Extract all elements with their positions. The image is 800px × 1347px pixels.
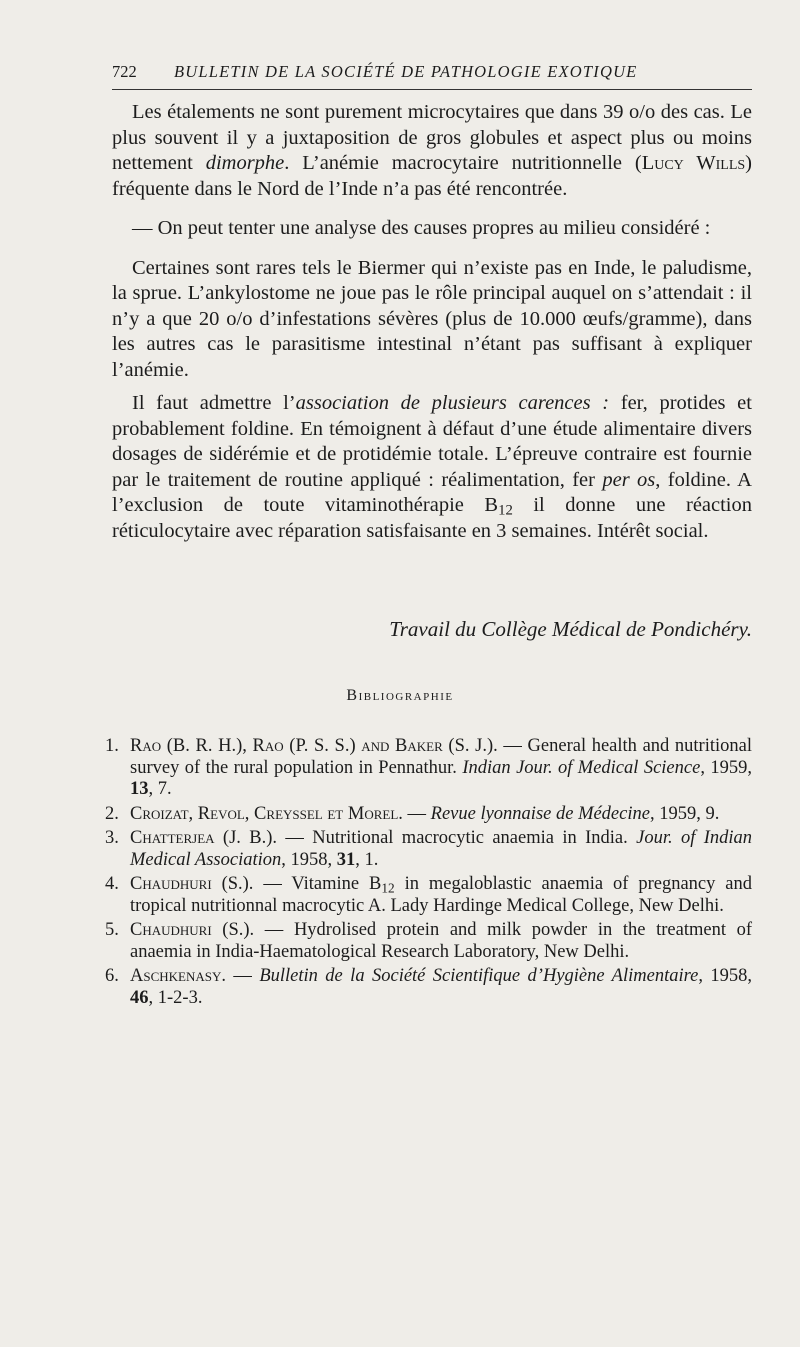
reference-source: Jour. of Indian Medical Association xyxy=(130,828,753,870)
reference-title: in megaloblastic anaemia of pregnancy and tropical nutritionnal macrocytic A. Lady Hardinge Medical College, New Delhi. xyxy=(130,874,752,916)
reference-year: , 1958, xyxy=(698,966,753,986)
reference-authors: Rao (B. R. H.), Rao (P. S. S.) and Baker (S. J.). xyxy=(130,736,498,756)
reference-year: , 1959, 9. xyxy=(649,803,720,824)
reference-title: — Vitamine B xyxy=(253,874,382,894)
reference-text xyxy=(130,736,752,801)
reference-number: 2. xyxy=(105,803,119,824)
reference-authors: Croizat, Revol, Creyssel et Morel. xyxy=(130,803,403,824)
text-italic: per os xyxy=(602,468,656,491)
reference-text xyxy=(130,966,752,1009)
article-body xyxy=(112,100,752,544)
paragraph-4 xyxy=(112,391,752,544)
bibliography-list xyxy=(105,736,752,1012)
running-header xyxy=(112,62,752,86)
paragraph-2: — On peut tenter une analyse des causes propres au milieu considéré : xyxy=(132,217,711,239)
author-name: Lucy Wills xyxy=(641,152,746,174)
text: . L’anémie macrocytaire nutritionnelle ( xyxy=(284,152,642,174)
reference-authors: Chatterjea (J. B.). xyxy=(130,828,278,848)
reference-number: 1. xyxy=(105,736,119,756)
reference-authors: Chaudhuri (S.). xyxy=(130,874,254,894)
reference-text xyxy=(130,920,752,963)
text: il donne une réaction réticulocytaire avec réparation satisfaisante en 3 semaines. Intérêt social. xyxy=(112,494,753,542)
reference-2 xyxy=(105,804,752,826)
reference-pages: , 1. xyxy=(355,849,379,870)
reference-5 xyxy=(105,920,752,963)
reference-source: Revue lyonnaise de Médecine xyxy=(430,803,650,824)
reference-pages: , 7. xyxy=(148,779,172,799)
reference-title: — Nutritional macrocytic anaemia in India. xyxy=(277,828,628,848)
reference-3 xyxy=(105,828,752,871)
text-italic: association de plusieurs carences : xyxy=(295,392,610,414)
reference-volume: 13 xyxy=(130,779,149,799)
reference-title: — xyxy=(402,803,431,824)
reference-volume: 31 xyxy=(336,849,356,870)
reference-number: 3. xyxy=(105,828,119,848)
text: fer, protides et probablement foldine. En témoignent à défaut d’une étude alimentaire divers dosages de sidérémie et de protidémie totale. L’épreuve contraire est fournie par le traitement de routine appliqué : réalimentation, fer xyxy=(112,392,752,491)
reference-1 xyxy=(105,736,752,801)
reference-6 xyxy=(105,966,752,1009)
reference-text xyxy=(130,828,752,871)
reference-title: — General health and nutritional survey of the rural population in Pennathur. xyxy=(130,736,752,778)
header-rule xyxy=(112,89,752,90)
journal-title: BULLETIN DE LA SOCIÉTÉ DE PATHOLOGIE EXOTIQUE xyxy=(174,62,638,81)
subscript: 12 xyxy=(381,880,395,896)
text: Les étalements ne sont purement microcytaires que dans 39 o/o des cas. Le plus souvent il y a juxtaposition de gros globules et aspect plus ou moins nettement xyxy=(112,101,752,174)
reference-number: 5. xyxy=(105,920,119,940)
subscript: 12 xyxy=(498,502,513,519)
reference-title: — Hydrolised protein and milk powder in the treatment of anaemia in India-Haematological Research Laboratory, New Delhi. xyxy=(130,920,753,962)
affiliation-signature: Travail du Collège Médical de Pondichéry. xyxy=(389,617,752,641)
reference-title: — xyxy=(226,966,260,986)
paragraph-3: Certaines sont rares tels le Biermer qui n’existe pas en Inde, le paludisme, la sprue. L’ankylostome ne joue pas le rôle principal auquel on s’attendait : il n’y a que 20 o/o d’infestations sévères (plus de 10.000 œufs/gramme), dans les autres cas le parasitisme intestinal n’étant pas suffisant à expliquer l’anémie. xyxy=(112,256,752,381)
page-number: 722 xyxy=(112,62,137,81)
reference-pages: , 1-2-3. xyxy=(148,987,203,1008)
reference-source: Bulletin de la Société Scientifique d’Hygiène Alimentaire xyxy=(259,966,699,986)
paragraph-1 xyxy=(112,100,752,202)
text-italic: dimorphe xyxy=(205,152,285,174)
bibliography-heading: Bibliographie xyxy=(346,687,454,704)
reference-source: Indian Jour. of Medical Science xyxy=(462,757,701,778)
reference-volume: 46 xyxy=(130,987,149,1008)
reference-text xyxy=(130,804,752,826)
reference-number: 4. xyxy=(105,874,119,894)
reference-year: , 1959, xyxy=(700,757,752,778)
reference-text xyxy=(130,874,752,917)
text: Il faut admettre l’ xyxy=(132,392,296,414)
reference-4 xyxy=(105,874,752,917)
text: ) fréquente dans le Nord de l’Inde n’a pas été rencontrée. xyxy=(112,152,752,200)
text: , foldine. A l’exclusion de toute vitaminothérapie B xyxy=(112,468,752,516)
reference-authors: Aschkenasy. xyxy=(130,966,226,986)
reference-number: 6. xyxy=(105,966,119,986)
reference-year: , 1958, xyxy=(281,849,337,870)
reference-authors: Chaudhuri (S.). xyxy=(130,920,255,940)
